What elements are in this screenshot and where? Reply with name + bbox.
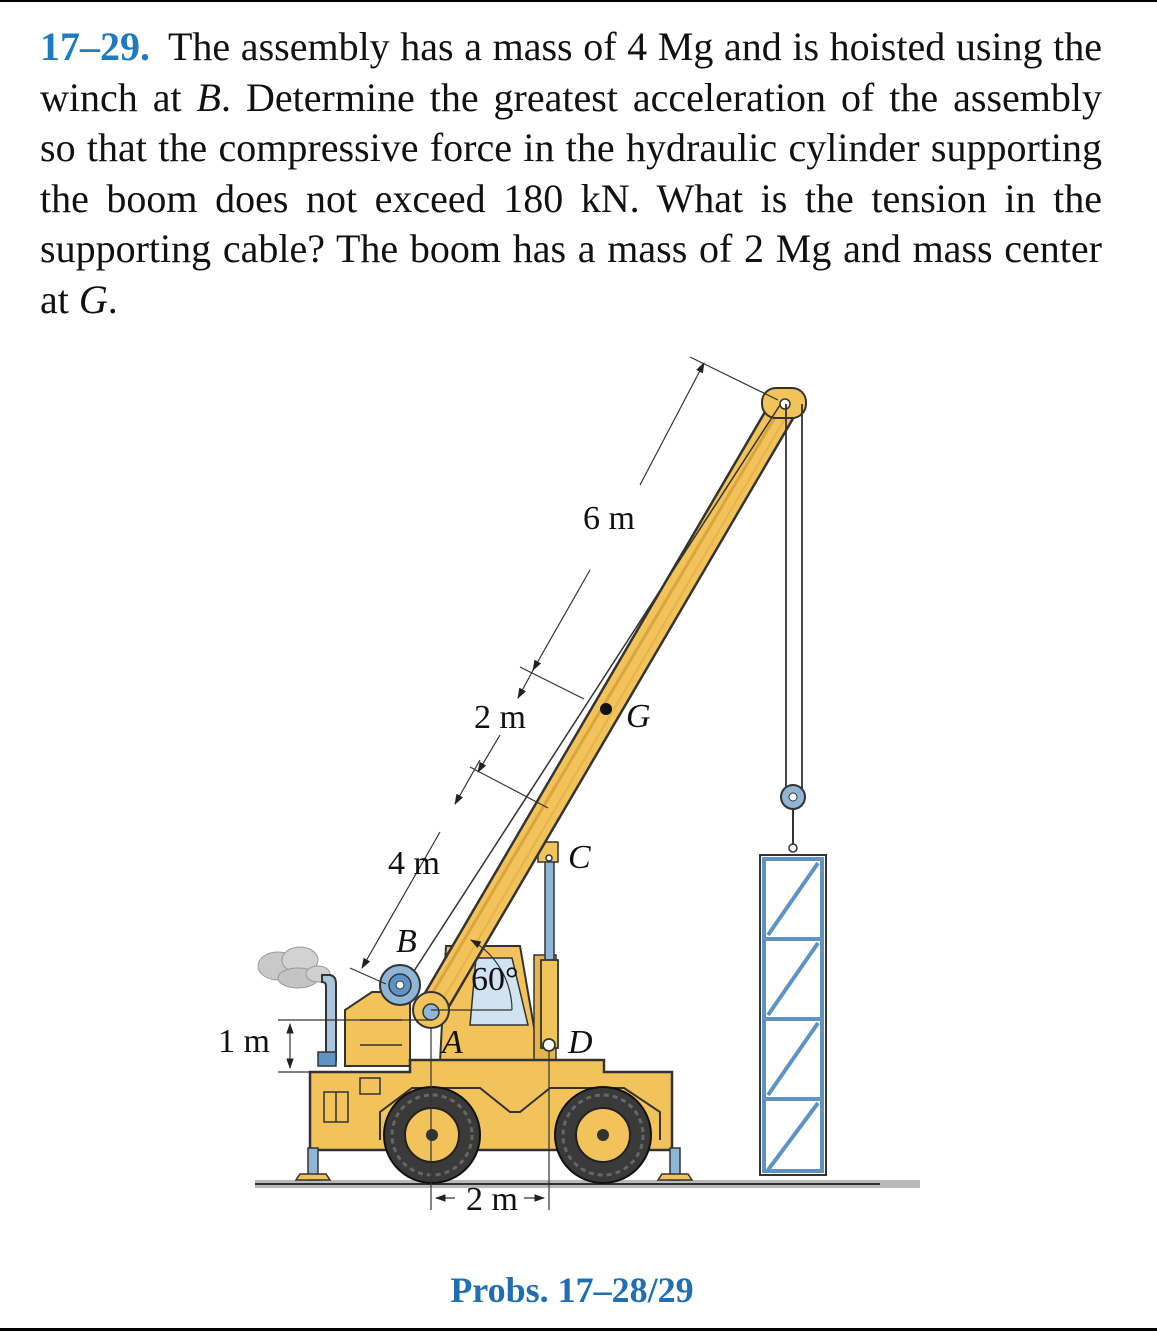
bottom-rule: [0, 1328, 1157, 1331]
truss-frame: [760, 855, 826, 1175]
problem-text-3: .: [107, 276, 118, 322]
mass-center-g: [600, 703, 612, 715]
label-1m: 1 m: [218, 1023, 270, 1060]
problem-text-2: . Determine the greatest acceleration of the assembly so that the compressive force in the hydraulic cylinder supporting the boom does not exceed 180 kN. What is the tension in the supporting cable? The boom has a mass of 2 Mg and mass center at: [40, 74, 1102, 322]
hydraulic-cylinder: [538, 842, 558, 1048]
label-c: C: [568, 839, 591, 876]
pin-c: [546, 855, 552, 861]
label-g: G: [626, 698, 651, 735]
exhaust-smoke: [258, 947, 330, 988]
label-6m: 6 m: [583, 500, 635, 537]
problem-var-b: B: [196, 74, 221, 120]
boom-head-pulley: [762, 388, 806, 418]
problem-var-g: G: [78, 276, 108, 322]
label-4m: 4 m: [388, 845, 440, 882]
rear-wheel: [555, 1087, 651, 1183]
label-b: B: [396, 923, 417, 960]
outrigger-left: [296, 1148, 330, 1180]
winch-cable: [405, 405, 780, 985]
boom-dimension-lines: [350, 357, 778, 984]
hook-block: [781, 785, 805, 852]
label-d: D: [568, 1024, 593, 1061]
hoist-cables: [786, 404, 802, 796]
outrigger-right: [658, 1148, 692, 1180]
label-2m-boom: 2 m: [474, 699, 526, 736]
winch-b: [380, 965, 420, 1005]
front-wheel: [384, 1087, 480, 1183]
pin-d: [543, 1039, 555, 1051]
problem-number: 17–29.: [40, 24, 150, 69]
label-a: A: [442, 1024, 463, 1061]
label-angle: 60°: [471, 961, 519, 998]
problem-text-1: The assembly has a mass of 4 Mg and is hoisted using the winch at: [40, 24, 1102, 120]
label-2m-base: 2 m: [466, 1181, 518, 1218]
figure-caption: Probs. 17–28/29: [450, 1270, 694, 1310]
